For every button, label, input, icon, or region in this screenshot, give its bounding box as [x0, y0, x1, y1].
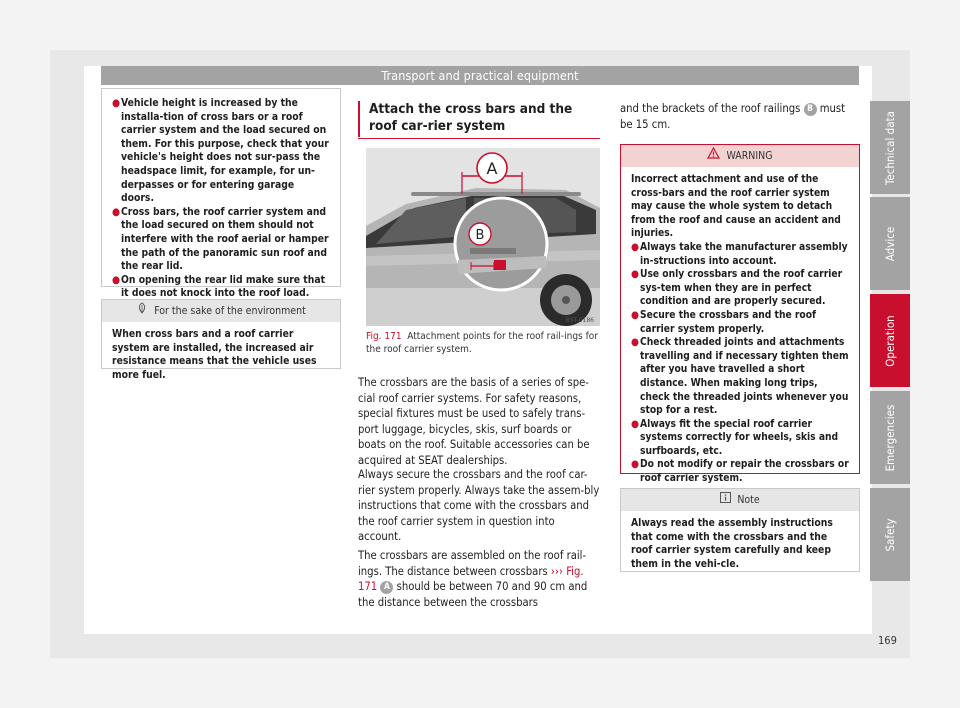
list-item: ● Use only crossbars and the roof carrier sys-tem when they are in perfect condition and are properly secured. — [631, 269, 843, 308]
leaf-icon — [136, 300, 148, 322]
list-item: ● Secure the crossbars and the roof carrier system properly. — [631, 309, 816, 335]
tab-operation[interactable]: Operation — [870, 294, 910, 387]
environment-note-box — [101, 299, 341, 381]
note-box — [620, 488, 860, 572]
marker-a: A — [380, 581, 393, 594]
list-item: ● Do not modify or repair the crossbars or roof carrier system. — [631, 459, 849, 485]
list-item: ● Cross bars, the roof carrier system and the load secured on them should not interfere with the roof aerial or hamper the path of the panoramic sun roof and the rear lid. — [112, 205, 329, 273]
warning-box — [620, 144, 860, 485]
list-item: ● Always fit the special roof carrier systems correctly for wheels, skis and surfboards, etc. — [631, 418, 839, 457]
continuation-text: and the brackets of the roof railings B must be 15 cm. — [620, 102, 846, 131]
body-paragraph-2: Always secure the crossbars and the roof car-rier system properly. Always take the assem-bly instructions that come with the crossbars and the roof carrier system in question into account. — [358, 468, 600, 544]
tab-emergencies[interactable]: Emergencies — [870, 391, 910, 484]
body-paragraph-3: The crossbars are assembled on the roof rail-ings. The distance between crossbars ››› Fig. 171 A should be between 70 and 90 cm and the distance between the crossbars — [358, 549, 588, 609]
warning-body — [621, 167, 859, 492]
warning-triangle-icon — [707, 145, 720, 167]
article-title: Attach the cross bars and the roof car-rier system — [358, 101, 600, 135]
warning-title: WARNING — [726, 150, 773, 162]
list-item: ● Check threaded joints and attachments travelling and if necessary tighten them after you have travelled a short distance. When making long trips, check the threaded joints whenever you stop for a rest. — [631, 337, 849, 417]
list-item: ● Always take the manufacturer assembly in-structions into account. — [631, 241, 848, 267]
list-item: ● On opening the rear lid make sure that it does not knock into the roof load. — [112, 273, 326, 300]
caution-bullet-box — [101, 88, 341, 300]
marker-b: B — [804, 103, 817, 116]
figure-reference-link[interactable]: ››› Fig. 171 — [358, 564, 584, 594]
caution-bullet-list — [112, 97, 330, 301]
figure-label: Fig. 171 — [366, 331, 402, 342]
tab-safety[interactable]: Safety — [870, 488, 910, 581]
car-roof-illustration — [366, 148, 600, 326]
tab-technical-data[interactable]: Technical data — [870, 101, 910, 194]
figure-171 — [366, 148, 600, 326]
svg-text:B: B — [475, 228, 485, 243]
svg-text:A: A — [486, 159, 498, 178]
figure-caption: Fig. 171 Attachment points for the roof rail-ings for the roof carrier system. — [366, 331, 598, 355]
section-header: Transport and practical equipment — [101, 66, 859, 85]
list-item: ● Vehicle height is increased by the installa-tion of cross bars or a roof carrier system and the load secured on them. For this purpose, check that your vehicle's height does not sur-pass the headspace limit, for example, for un-derpasses or for entering garage doors. — [112, 97, 329, 205]
note-text: Always read the assembly instructions that come with the crossbars and the roof carrier system carefully and keep them in the vehi-cle. — [631, 517, 833, 570]
note-title: Note — [737, 494, 760, 506]
page-number: 169 — [878, 634, 897, 647]
environment-note-header — [102, 300, 340, 322]
title-accent-bar — [358, 101, 360, 137]
tab-advice[interactable]: Advice — [870, 197, 910, 290]
info-icon — [720, 489, 731, 511]
environment-note-text: When cross bars and a roof carrier system are installed, the increased air resistance means that the vehicle uses more fuel. — [112, 328, 317, 381]
svg-text:B5T-0186: B5T-0186 — [565, 317, 594, 324]
warning-header — [621, 145, 859, 167]
note-header — [621, 489, 859, 511]
body-paragraph-1: The crossbars are the basis of a series of spe-cial roof carrier systems. For safety reasons, special fixtures must be used to safely trans-port luggage, bicycles, skis, surf boards or boats on the roof. Suitable accessories can be acquired at SEAT dealerships. — [358, 376, 590, 467]
environment-note-title: For the sake of the environment — [154, 305, 306, 317]
warning-intro: Incorrect attachment and use of the cross-bars and the roof carrier system may cause the whole system to detach from the roof and cause an accident and injuries. — [631, 174, 841, 240]
title-rule — [358, 138, 600, 139]
